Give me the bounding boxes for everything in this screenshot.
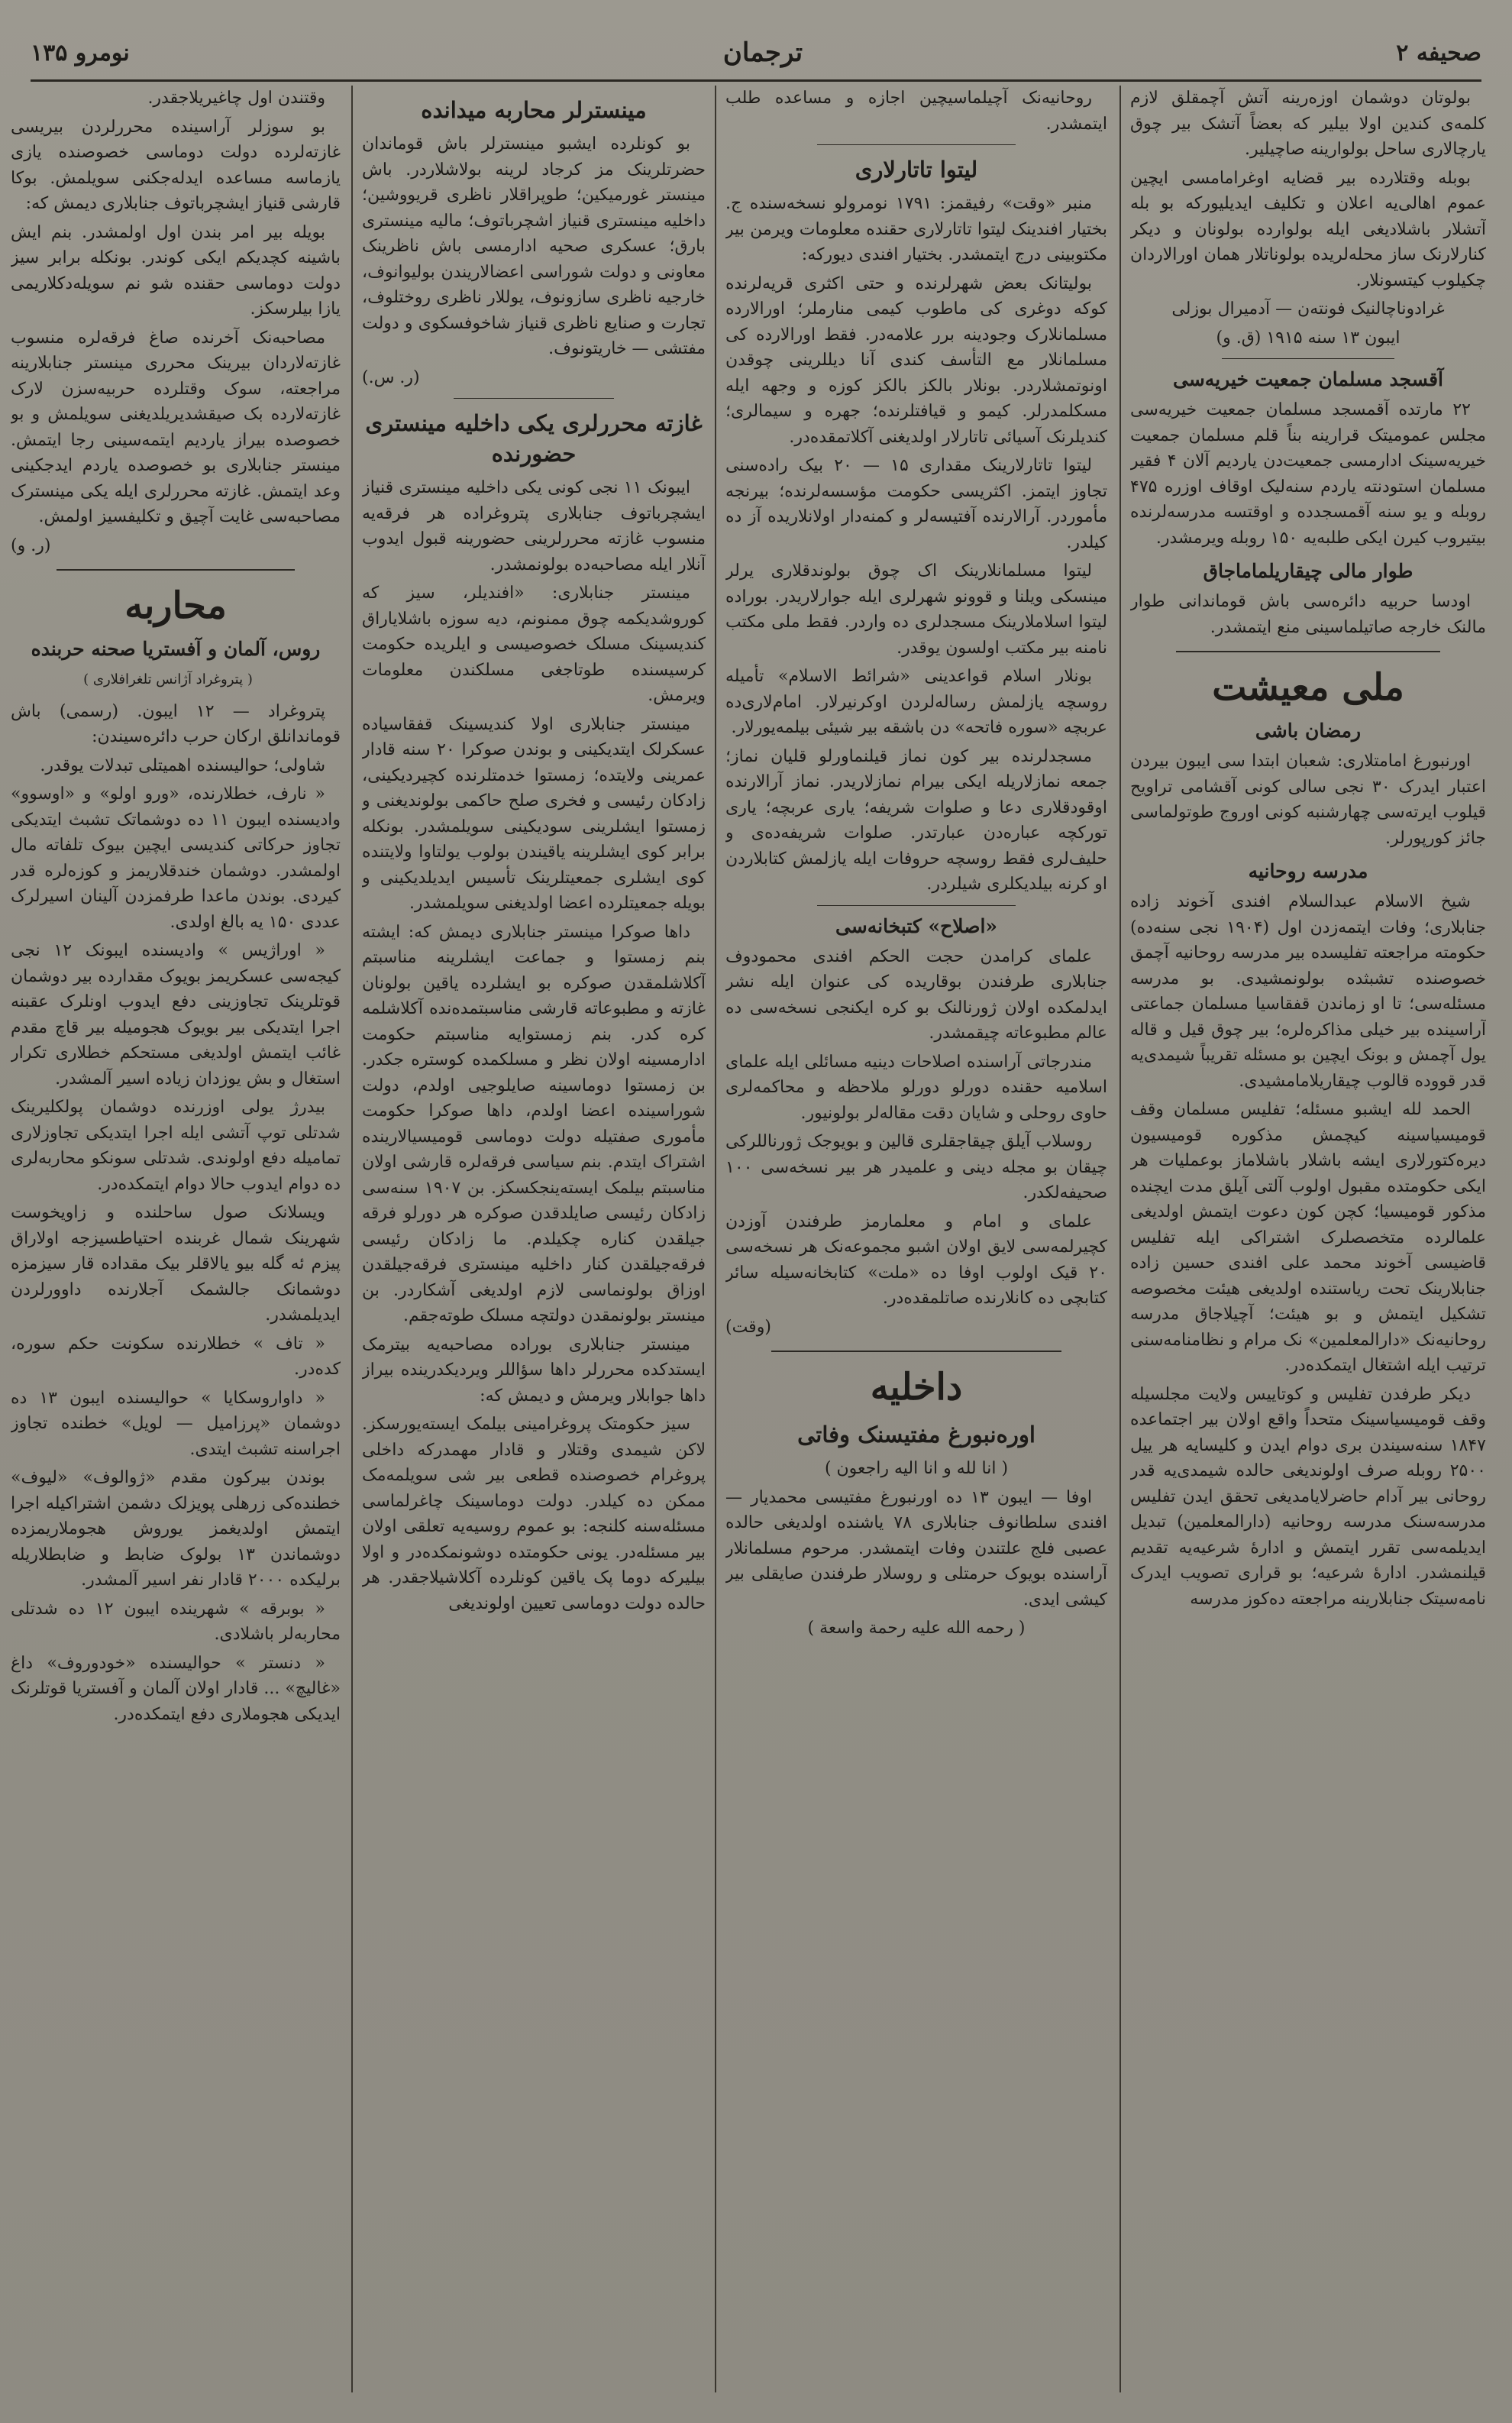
paragraph: ایبونک ۱۱ نجی کونی یکی داخلیه مینستری قنیاز ایشچرباتوف جنابلاری پتروغراده هر فرقه‌یه منسوب غازته محررلرینی حضورینه قبول ایدوب آنلار ایله مصاحبه‌ده بولونمشدر. bbox=[362, 478, 706, 574]
quote: ( انا لله و انا الیه راجعون ) bbox=[824, 1459, 1009, 1478]
paragraph: لیتوا تاتارلارینک مقداری ۱۵ — ۲۰ بیک راده‌سنی تجاوز ایتمز. اکثریسی حکومت مؤسسه‌لرنده؛ بیرنجه مأموردر. آرالارنده آفتیسه‌لر و کمنه‌دار اولانلاریده آز ده کیلدر. bbox=[725, 456, 1107, 552]
paragraph: بیدرژ یولی اوزرنده دوشمان پولکلیرینک شدتلی توپ آتشی ایله اجرا ایتدیکی تجاوزلاری تمامیله دفع اولوندی. شدتلی سونکو محاربه‌لری ده دوام ایدوب حالا دوام ایتمکده‌در. bbox=[11, 1098, 341, 1194]
section-title: آقسجد مسلمان جمعیت خیریه‌سی bbox=[1173, 368, 1443, 390]
paragraph: بویله بیر امر بندن اول اولمشدر. بنم ایش باشینه کچدیکم ایکی کوندر. بونکله برابر سیز دولت دوماسی حقنده شو نم سویله‌دکلاریمی یازا بیلرسکز. bbox=[11, 222, 341, 319]
paragraph: داها صوکرا مینستر جنابلاری دیمش که: ایشته بنم زمستوا و جماعت ایشلرینه مناسبتم آکلاشلمقدن صوکره بو ایشلرده یاقین بولونان غازته و مطبوعاته قارشی مناسبتمده‌نده آکلاشلمه کره کدر. بنم زمستوایه مناسبتم حکومت ادارمسینه اولان نظر و مسلکمده کوستره جکدر. بن زمستوا دوماسینه صایلوجیی اولدم، دولت شوراسینده اعضا اولدم، داها صوکرا حکومت مأموری صفتیله دولت دوماسی قومیسیالارینده اشتراک ایتدم. بنم سیاسی فرقه‌لره قارشی اولان مناسبتم بیلمک ایسته‌ینجکسکز. بن ۱۹۰۷ سنه‌سی زادکان رئیسی صایلدقدن صوکره هر دورلو فرقه جیلقدن کناره چکیلدم. ما زادکان رئیسی فرقه‌جیلقدن کنار داخلیه مینستری فرقه‌جیلقدن اوزاق بولونماسی لازم اولدیغی آشکاردر. بن مینستر بولونمقدن دولتچه مسلک طوته‌جقم. bbox=[362, 922, 706, 1325]
column-divider bbox=[715, 86, 716, 2392]
paragraph: بوبله وقتلارده بیر قضایه اوغرامامسی ایچین عموم اهالی‌یه اعلان و تکلیف ایدیلیورکه بو بله آتشلار باشلادیغی ایله بولوارده بولونان و دیکر کنارلارنک ساز محله‌لریده بولوناتلار همان اورالاردان چکیلوب کیتسونلار. bbox=[1130, 168, 1486, 290]
paragraph: مینستر جنابلاری بوراده مصاحبه‌یه بیترمک ایستدکده محررلر داها سؤاللر ویردیکدرینده بیراز داها جوابلار ویرمش و دیمش که: bbox=[362, 1334, 706, 1406]
column-3 bbox=[362, 86, 706, 2392]
paragraph: ویسلانک صول ساحلنده و زاویخوست شهرینک شمال غربنده احتیاطسیزجه اولاراق پیزم ئه گله بیو یالاقلر بیک مقداده قار سیزمزه دوشمانک جالشمک آجلارنده داوورلردن ایدیلمشدر. bbox=[11, 1203, 341, 1325]
divider bbox=[817, 905, 1016, 906]
issue-number: نومرو ۱۳۵ bbox=[31, 39, 130, 66]
signature: غرادوناچالنیک فونته‌ن — آدمیرال بوزلی bbox=[1171, 299, 1445, 319]
paragraph: مینستر جنابلاری: «افندیلر، سیز که کوروشدیکمه چوق ممنونم، دیه سوزه باشلایاراق کندیسینک مسلک خصوصیسی و ایلریده حکومت کرسیسنده طوتاجغی مسلکندن معلومات ویرمش. bbox=[362, 584, 706, 705]
paragraph: « داواروسکایا » حوالیسنده ایبون ۱۳ ده دوشمان «پرزامیل — لویل» خطنده تجاوز اجراسنه تشبث ایتدی. bbox=[11, 1388, 341, 1459]
paragraph: علمای کرامدن حجت الحکم افندی محمودوف جنابلاری طرفندن بوقاریده کی عنوان ایله نشر ایدلمکده اولان ژورنالنک بو کره ایکنجی نسخه‌سی ده عالم مطبوعاته چیقمشدر. bbox=[725, 946, 1107, 1043]
section-banner: محاربه bbox=[124, 584, 227, 627]
section-title: غازته محررلری یکی داخلیه مینستری حضورنده bbox=[365, 410, 703, 467]
paragraph: بو کونلرده ایشبو مینسترلر باش قوماندان حضرتلرینک مز کرجاد لرینه بولاشلاردر. باش مینستر غورمیکین؛ طوپراقلار ناظری قریووشین؛ داخلیه مینستری قنیاز اشچرباتوف؛ مالیه مینستری بارق؛ عسکری صحیه ادارمسی باش ناظرینک معاونی و دولت شوراسی اعضالاریندن بولیوانوف، خارجیه ناظری سازونوف، یوللار ناظری روختلوف، تجارت و صنایع ناظری قنیاز شاخوفسکوی و دولت مفتشی — خاریتونوف. bbox=[362, 134, 706, 358]
page-header bbox=[31, 29, 1481, 76]
paragraph: الحمد لله ایشبو مسئله؛ تفلیس مسلمان وقف قومیسیاسینه کیچمش مذکوره قومیسیون دیره‌کتورلاری ایشه باشلار باشلاماز بوعملیات هر ایکی حکومتده مقبول اولوب آلتی آیلق مدت ایچنده مذکور قومیسیا؛ کچن کون دعوت ایتمش اولدیغی علمالرده متخصصلرک اشتراکی ایله تفلیس قاضیسی آخوند محمد علی افندی حسین زاده جنابلارینک تحت ریاستنده اولدیغی هیئت مخصوصه تشکیل ایتمش و بو هیئت؛ آچیلاجاق مدرسه روحانیه‌نک «دارالمعلمین» نک مرام و نظامنامه‌سنی ترتیب ایله اشتغال ایتمکده‌در. bbox=[1130, 1100, 1486, 1375]
section-title: رمضان باشی bbox=[1255, 720, 1362, 742]
paragraph: سیز حکومتک پروغرامینی بیلمک ایسته‌یورسکز. لاکن شیمدی وقتلار و قادار مهمدرکه داخلی پروغرام خصوصنده قطعی بیر شی سویلمه‌مک ممکن ده کیلدر. دولت دوماسینک چاغرلماسی مسئله‌سنه کلنجه: بو عموم روسیه‌یه تعلقی اولان بیر مسئله‌در. یونی حکومتده دوشونمکده‌در و اولا بیلیرکه دوما پک یاقین کونلرده آکلاشیلاجقدر. هر حالده دولت دوماسی تعیین اولوندیغی bbox=[362, 1415, 706, 1613]
paragraph: « بوبرقه » شهرینده ایبون ۱۲ ده شدتلی محاربه‌لر باشلادی. bbox=[11, 1599, 341, 1644]
page-number: صحيفه ۲ bbox=[1396, 39, 1481, 66]
paragraph: بولیتانک بعض شهرلرنده و حتی اکثری قریه‌لرنده کوکه دوغری کی ماطوب کیمی منارملر؛ اورالارده مسلمانلارک وجودینه برر علامه‌در. فقط اورالارده کی مسلمانلار مع التأسف کندی آنا دیللرینی چوقدن اونوتمشلاردر. بونلار بالکز بالکز کوزه و وجهه ایله مسکلمدرلر. کیمو و قیافتلرنده؛ جهره و سیمالری؛ کندیلرنک آسیائی تاتارلار اولدیغنی آکلاتمقده‌در. bbox=[725, 273, 1107, 447]
paragraph: بولوتان دوشمان اوزه‌رینه آتش آچمقلق لازم کلمه‌ی کندین اولا بیلیر که بعضاً آتشک بیر چوق یارچالاری ساحل بولوارینه صاچیلیر. bbox=[1130, 89, 1486, 159]
section-banner: داخلیه bbox=[870, 1366, 963, 1409]
paragraph: لیتوا مسلمانلارینک اک چوق بولوندقلاری یرلر مینسکی ویلنا و قوونو شهرلری ایله جوارلاریدر. بوراده لیتوا اسلاملارینک مسجدلری ده واردر. فقط ملی مکتب نامنه بیر مکتب اولسون یوقدر. bbox=[725, 561, 1107, 658]
divider bbox=[817, 144, 1016, 145]
paragraph: اوفا — ایبون ۱۳ ده اورنبورغ مفتیسی محمدیار — افندی سلطانوف جنابلاری ۷۸ یاشنده اولدیغی حالده عصبی فلج علتندن وفات ایتمشدر. مرحوم مسلمانلار آراسنده بویوک حرمتلی و روسلار طرفندن صایقلی بیر کیشی ایدی. bbox=[725, 1487, 1107, 1609]
paragraph: مندرجاتی آراسنده اصلاحات دینیه مسائلی ایله علمای اسلامیه حقنده دورلو دورلو ملاحظه و محاکمه‌لری حاوی روحلی و شایان دقت مقاله‌لر بولونیور. bbox=[725, 1052, 1107, 1123]
section-title: روس، آلمان و آفستریا صحنه حربنده bbox=[31, 638, 321, 660]
paragraph: علمای و امام و معلمارمز طرفندن آوزدن کچیرلمه‌سی لایق اولان اشبو مجموعه‌نک هر نسخه‌سی ۲۰ قیک اولوب اوفا ده «ملت» کتابخانه‌سیله سائر کتابچی ده کانلارنده صاتلمقده‌در. bbox=[725, 1212, 1107, 1308]
paragraph: « دنستر » حوالیسنده «خودوروف» داغ «غالیچ» ... قادار اولان آلمان و آفستریا قوتلرنک ایدیکی هجوملاری دفع ایتمکده‌در. bbox=[11, 1653, 341, 1724]
paragraph: پتروغراد — ۱۲ ایبون. (رسمی) باش قوماندانلق ارکان حرب دائره‌سیندن: bbox=[11, 701, 341, 746]
header-rule bbox=[31, 79, 1481, 82]
paragraph: « نارف، خطلارنده، «ورو اولو» و «اوسوو» وادیسنده ایبون ۱۱ ده دوشماتک تشبث ایتدیکی تجاوز حرکاتی کندیسی ایچین بیوک تلفاته مال اولمشدر. دوشمان خندقلاریمز و کوزه‌لره قدر کیردی. بوندن ماعدا طرفمزدن آلینان اسیرلرک عددی ۱۵۰ یه بالغ اولدی. bbox=[11, 784, 341, 932]
paragraph: اودسا حربیه دائره‌سی باش قوماندانی طوار مالنک خارجه صاتیلماسینی منع ایتمشدر. bbox=[1130, 592, 1486, 637]
paragraph: منبر «وقت» رفیقمز: ۱۷۹۱ نومرولو نسخه‌سنده ج. بختیار افندینک لیتوا تاتارلاری حقنده معلومات ویرمن بیر مکتوبینی درج ایتمشدر. بختیار افندی دیورکه: bbox=[725, 194, 1107, 264]
divider bbox=[454, 398, 614, 399]
paragraph: مینستر جنابلاری اولا کندیسینک قفقاسیاده عسکرلک ایتدیکینی و بوندن صوکرا ۲۰ سنه قادار عمرینی ولایتده؛ زمستوا خدمتلرنده کچیردیکینی، زادکان رئیسی و فخری صلح حاکمی بولوندیغنی و زمستوا ایشلرینی سودیکینی سویلمشدر. بونکله برابر کوی ایشلرینه یاقیندن بولوب یولتاوا ولایتنده کوی ایشلری جمعیتلرینک تأسیس ایدیلدیکینی و بویله جمعیتلرده اعضا اولدیغنی سویلمشدر. bbox=[362, 714, 706, 913]
paragraph: بونلار اسلام قواعدینی «شرائط الاسلام» تأمیله روسچه یازلمش رساله‌لردن اوکرنیرلار. امام‌لاری‌ده عربچه «سوره فاتحه» دن باشقه بیر شیئی بیلمه‌یورلار. bbox=[725, 667, 1107, 737]
paragraph: بو سوزلر آراسینده محررلردن بیریسی غازته‌لرده دولت دوماسی خصوصنده یازی یازماسه مساعده ایدله‌جکنی سویلمش. بوکا قارشی قنیاز ایشچرباتوف جنابلاری دیمش که: bbox=[11, 117, 341, 213]
dateline: ایبون ۱۳ سنه ۱۹۱۵ (ق. و) bbox=[1216, 328, 1401, 348]
column-divider bbox=[1119, 86, 1121, 2392]
paragraph: وقتندن اول چاغیریلاجقدر. bbox=[147, 89, 325, 108]
newspaper-title: ترجمان bbox=[722, 37, 803, 68]
section-title: «اصلاح» کتبخانه‌سی bbox=[835, 914, 998, 937]
divider bbox=[771, 1351, 1061, 1352]
column-4 bbox=[11, 86, 341, 2392]
column-1 bbox=[1130, 86, 1486, 2392]
paragraph: روحانیه‌نک آچیلماسیچین اجازه و مساعده طلب ایتمشدر. bbox=[725, 89, 1107, 134]
section-title: اوره‌نبورغ مفتیسنک وفاتی bbox=[797, 1422, 1035, 1448]
paragraph: شاولی؛ حوالیسنده اهمیتلی تبدلات یوقدر. bbox=[40, 755, 325, 775]
paragraph: ۲۲ مارتده آقمسجد مسلمان جمعیت خیریه‌سی مجلس عمومیتک قرارینه بناً قلم مسلمان جمعیت خیریه‌سینک ادارمسی جمعیت‌دن یاردیم آلان ۴ فقیر مسلمان استودنته یاردم سنه‌لیک اوقاف اوزره ۴۷۵ روبله و یو سنه آقمسجدده و اوقتسه مدرسه‌لرنده بیتیروب کیرن ایکی طلبه‌یه ۱۵۰ روبله ویرمشدر. bbox=[1130, 400, 1486, 548]
paragraph: دیکر طرفدن تفلیس و کوتاییس ولایت مجلسیله وقف قومیسیاسینک متحداً واقع اولان بیر اجتماعده ۱۸۴۷ سنه‌سیندن بری دوام ایدن و کلیسایه هر ییل ۲۵۰۰ روبله صرف اولوندیغی حالده شیمدی‌یه قدر روحانی بیر آدام حاضرلایامدیغی تحقق ایدن تفلیس مدرسه‌سنک مدرسه روحانیه (دارالمعلمین) تبدیل ایدیلمه‌سی تقرر ایتمش و ادارهٔ شرعیه‌یه تقدیم قیلنمشدر. ادارهٔ شرعیه؛ بو قراری تصویب ایدرک نامه‌سیتک جنابلارینه مراجعته ده‌کوز مدرسه bbox=[1130, 1384, 1486, 1609]
column-divider bbox=[351, 86, 353, 2392]
signature: (ر. س.) bbox=[362, 367, 420, 387]
section-title: مینسترلر محاربه میدانده bbox=[421, 97, 647, 123]
closing: ( رحمه الله علیه رحمة واسعة ) bbox=[807, 1619, 1026, 1638]
section-title: لیتوا تاتارلاری bbox=[855, 157, 978, 183]
divider bbox=[1222, 358, 1394, 359]
paragraph: بوندن بیرکون مقدم «ژوالوف» «لیوف» خطنده‌کی زرهلی پویزلک دشمن اشتراکیله اجرا ایتمش اولدیغمز یوروش هجوملاریمزده دوشماندن ۱۳ بولوک ضابط و ضابطلاریله برلیکده ۲۰۰۰ قادار نفر اسیر آلمشدر. bbox=[11, 1468, 341, 1590]
paragraph: « اوراژیس » وادیسنده ایبونک ۱۲ نجی کیجه‌سی عسکریمز بویوک مقدارده بیر دوشمان قوتلرینک تجاوزینی دفع ایدوب اونلرک عقبنه اجرا ایتدیکی بیر بویوک هجومیله بیر قاچ مقدم غائب ایتمش اولدیغی مستحکم خطلاری تکرار استغال و بش یوزدان زیاده اسیر آلمشدر. bbox=[11, 941, 341, 1089]
section-banner: ملی معیشت bbox=[1212, 666, 1404, 709]
section-subtitle: ( پتروغراد آژانس تلغرافلاری ) bbox=[83, 671, 253, 687]
signature: (وقت) bbox=[725, 1317, 771, 1337]
divider bbox=[57, 569, 295, 571]
paragraph: روسلاب آیلق چیقاجقلری قالین و بویوجک ژورناللرکی چیقان بو مجله دینی و علمیدر هر بیر نسخه‌سی ۱۰۰ صحیفه‌لکدر. bbox=[725, 1132, 1107, 1202]
section-title: طوار مالی چیقاریلماماجاق bbox=[1203, 560, 1413, 582]
paragraph: اورنبورغ امامتلاری: شعبان ابتدا سی ایبون بیردن اعتبار ایدرک ۳۰ نجی سالی کونی آقشامی تراویح قیلوب ایرته‌سی چهارشنبه کونی اوروج طوتولماسی جائز کورپورلر. bbox=[1130, 752, 1486, 848]
paragraph: « تاف » خطلارنده سکونت حکم سوره، کده‌در. bbox=[11, 1334, 341, 1379]
divider bbox=[1176, 651, 1440, 652]
paragraph: شیخ الاسلام عبدالسلام افندی آخوند زاده جنابلاری؛ وفات ایتمه‌زدن اول (۱۹۰۴ نجی سنه‌ده) حکومته مراجعته تفلیسده بیر مدرسه روحانیه آچمق خصوصنده تشبثده بولونمشیدی. بو مدرسه مسئله‌سی؛ تا او زماندن قفقاسیا مسلمان جماعتی آراسینده بیر خیلی مذاکره‌لره؛ بیر چوق قیل و قاله یول آچمش و بونک ایچین بو مسئله تقریباً شیمدی‌یه قدر قووده قالوب چیقاریلامامشیدی. bbox=[1130, 892, 1486, 1091]
paragraph: مصاحبه‌نک آخرنده صاغ فرقه‌لره منسوب غازته‌لاردان بیرینک محرری مینستر جنابلارینه مراجعته، سوک وقتلرده حربیه‌سزن لارک غازته‌لارده بک صیقشدیریلدیغنی سویلمش و بو خصوصده بیراز یاردیم ایتمه‌سینی رجا ایتمش. مینستر جنابلاری بو خصوصده یاردم ایدجکینی وعد ایتمش. غازته محررلری ایله یکی مینسترک مصاحبه‌سی غایت آچیق و تکلیفسیز اولمش. bbox=[11, 328, 341, 526]
signature: (ر. و) bbox=[11, 535, 51, 555]
paragraph: مسجدلرنده بیر کون نماز قیلنماورلو قلیان نماز؛ جمعه نمازلاریله ایکی بیرام نمازلاریدر. نماز آرالارنده اوقودقلاری دعا و صلوات شریفه‌؛ یاری عربچه؛ یاری تورکچه عباره‌دن عبارتدر. صلوات شریفه‌ده‌ی و حلیف‌لری فقط روسچه حروفات ایله یازلمش کتابلاردن او کرنه بیلدیکلری شیلردر. bbox=[725, 746, 1107, 894]
section-title: مدرسه روحانیه bbox=[1248, 860, 1368, 882]
column-2 bbox=[725, 86, 1107, 2392]
